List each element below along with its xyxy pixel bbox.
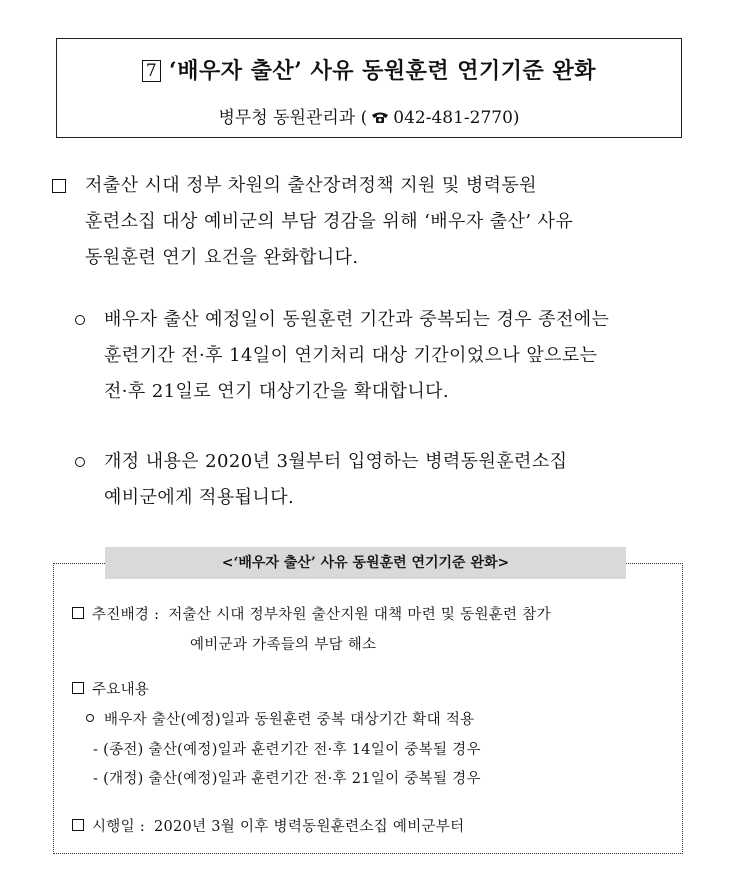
title-text: ‘배우자 출산’ 사유 동원훈련 연기기준 완화 xyxy=(169,58,596,84)
bullet-line: 훈련기간 전·후 14일이 연기처리 대상 기간이었으나 앞으로는 xyxy=(104,345,598,366)
section-number: 7 xyxy=(142,60,161,82)
summary-content-heading xyxy=(72,678,149,699)
department-text: 병무청 동원관리과 ( xyxy=(218,108,368,128)
intro-line: 동원훈련 연기 요건을 완화합니다. xyxy=(85,247,359,268)
square-bullet-icon xyxy=(72,607,84,619)
square-bullet-icon xyxy=(72,682,84,694)
bullet-paragraph-2 xyxy=(104,444,704,516)
summary-effective xyxy=(72,815,464,836)
square-bullet-icon xyxy=(52,179,66,193)
summary-content-item xyxy=(86,708,474,729)
background-line: 예비군과 가족들의 부담 해소 xyxy=(190,637,377,653)
summary-title: <‘배우자 출산’ 사유 동원훈련 연기기준 완화> xyxy=(105,547,626,579)
effective-text: 2020년 3월 이후 병력동원훈련소집 예비군부터 xyxy=(153,819,465,835)
square-bullet-icon xyxy=(72,819,84,831)
page-title xyxy=(57,54,681,85)
intro-line: 훈련소집 대상 예비군의 부담 경감을 위해 ‘배우자 출산’ 사유 xyxy=(85,211,574,232)
content-item-text: 배우자 출산(예정)일과 동원훈련 중복 대상기간 확대 적용 xyxy=(104,712,475,728)
intro-paragraph xyxy=(85,168,705,276)
bullet-paragraph-1 xyxy=(104,302,704,410)
effective-label: 시행일 : xyxy=(92,819,146,835)
circle-bullet-icon xyxy=(75,457,85,467)
content-sub-line: - (개정) 출산(예정)일과 훈련기간 전·후 21일이 중복될 경우 xyxy=(93,771,481,787)
background-line: 저출산 시대 정부차원 출산지원 대책 마련 및 동원훈련 참가 xyxy=(168,607,551,623)
content-label: 주요내용 xyxy=(92,682,150,698)
phone-number: 042-481-2770) xyxy=(393,108,520,128)
background-label: 추진배경 : xyxy=(92,607,160,623)
content-sub-line: - (종전) 출산(예정)일과 훈련기간 전·후 14일이 중복될 경우 xyxy=(93,742,481,758)
bullet-line: 전·후 21일로 연기 대상기간을 확대합니다. xyxy=(104,381,450,402)
phone-icon xyxy=(370,110,390,130)
bullet-line: 예비군에게 적용됩니다. xyxy=(104,487,295,508)
circle-bullet-icon xyxy=(86,714,94,722)
intro-line: 저출산 시대 정부 차원의 출산장려정책 지원 및 병력동원 xyxy=(85,175,537,196)
header-box xyxy=(56,38,682,138)
summary-background xyxy=(72,603,551,624)
bullet-line: 개정 내용은 2020년 3월부터 입영하는 병력동원훈련소집 xyxy=(104,451,568,472)
department-contact xyxy=(57,103,681,130)
bullet-line: 배우자 출산 예정일이 동원훈련 기간과 중복되는 경우 종전에는 xyxy=(104,309,610,330)
circle-bullet-icon xyxy=(75,315,85,325)
